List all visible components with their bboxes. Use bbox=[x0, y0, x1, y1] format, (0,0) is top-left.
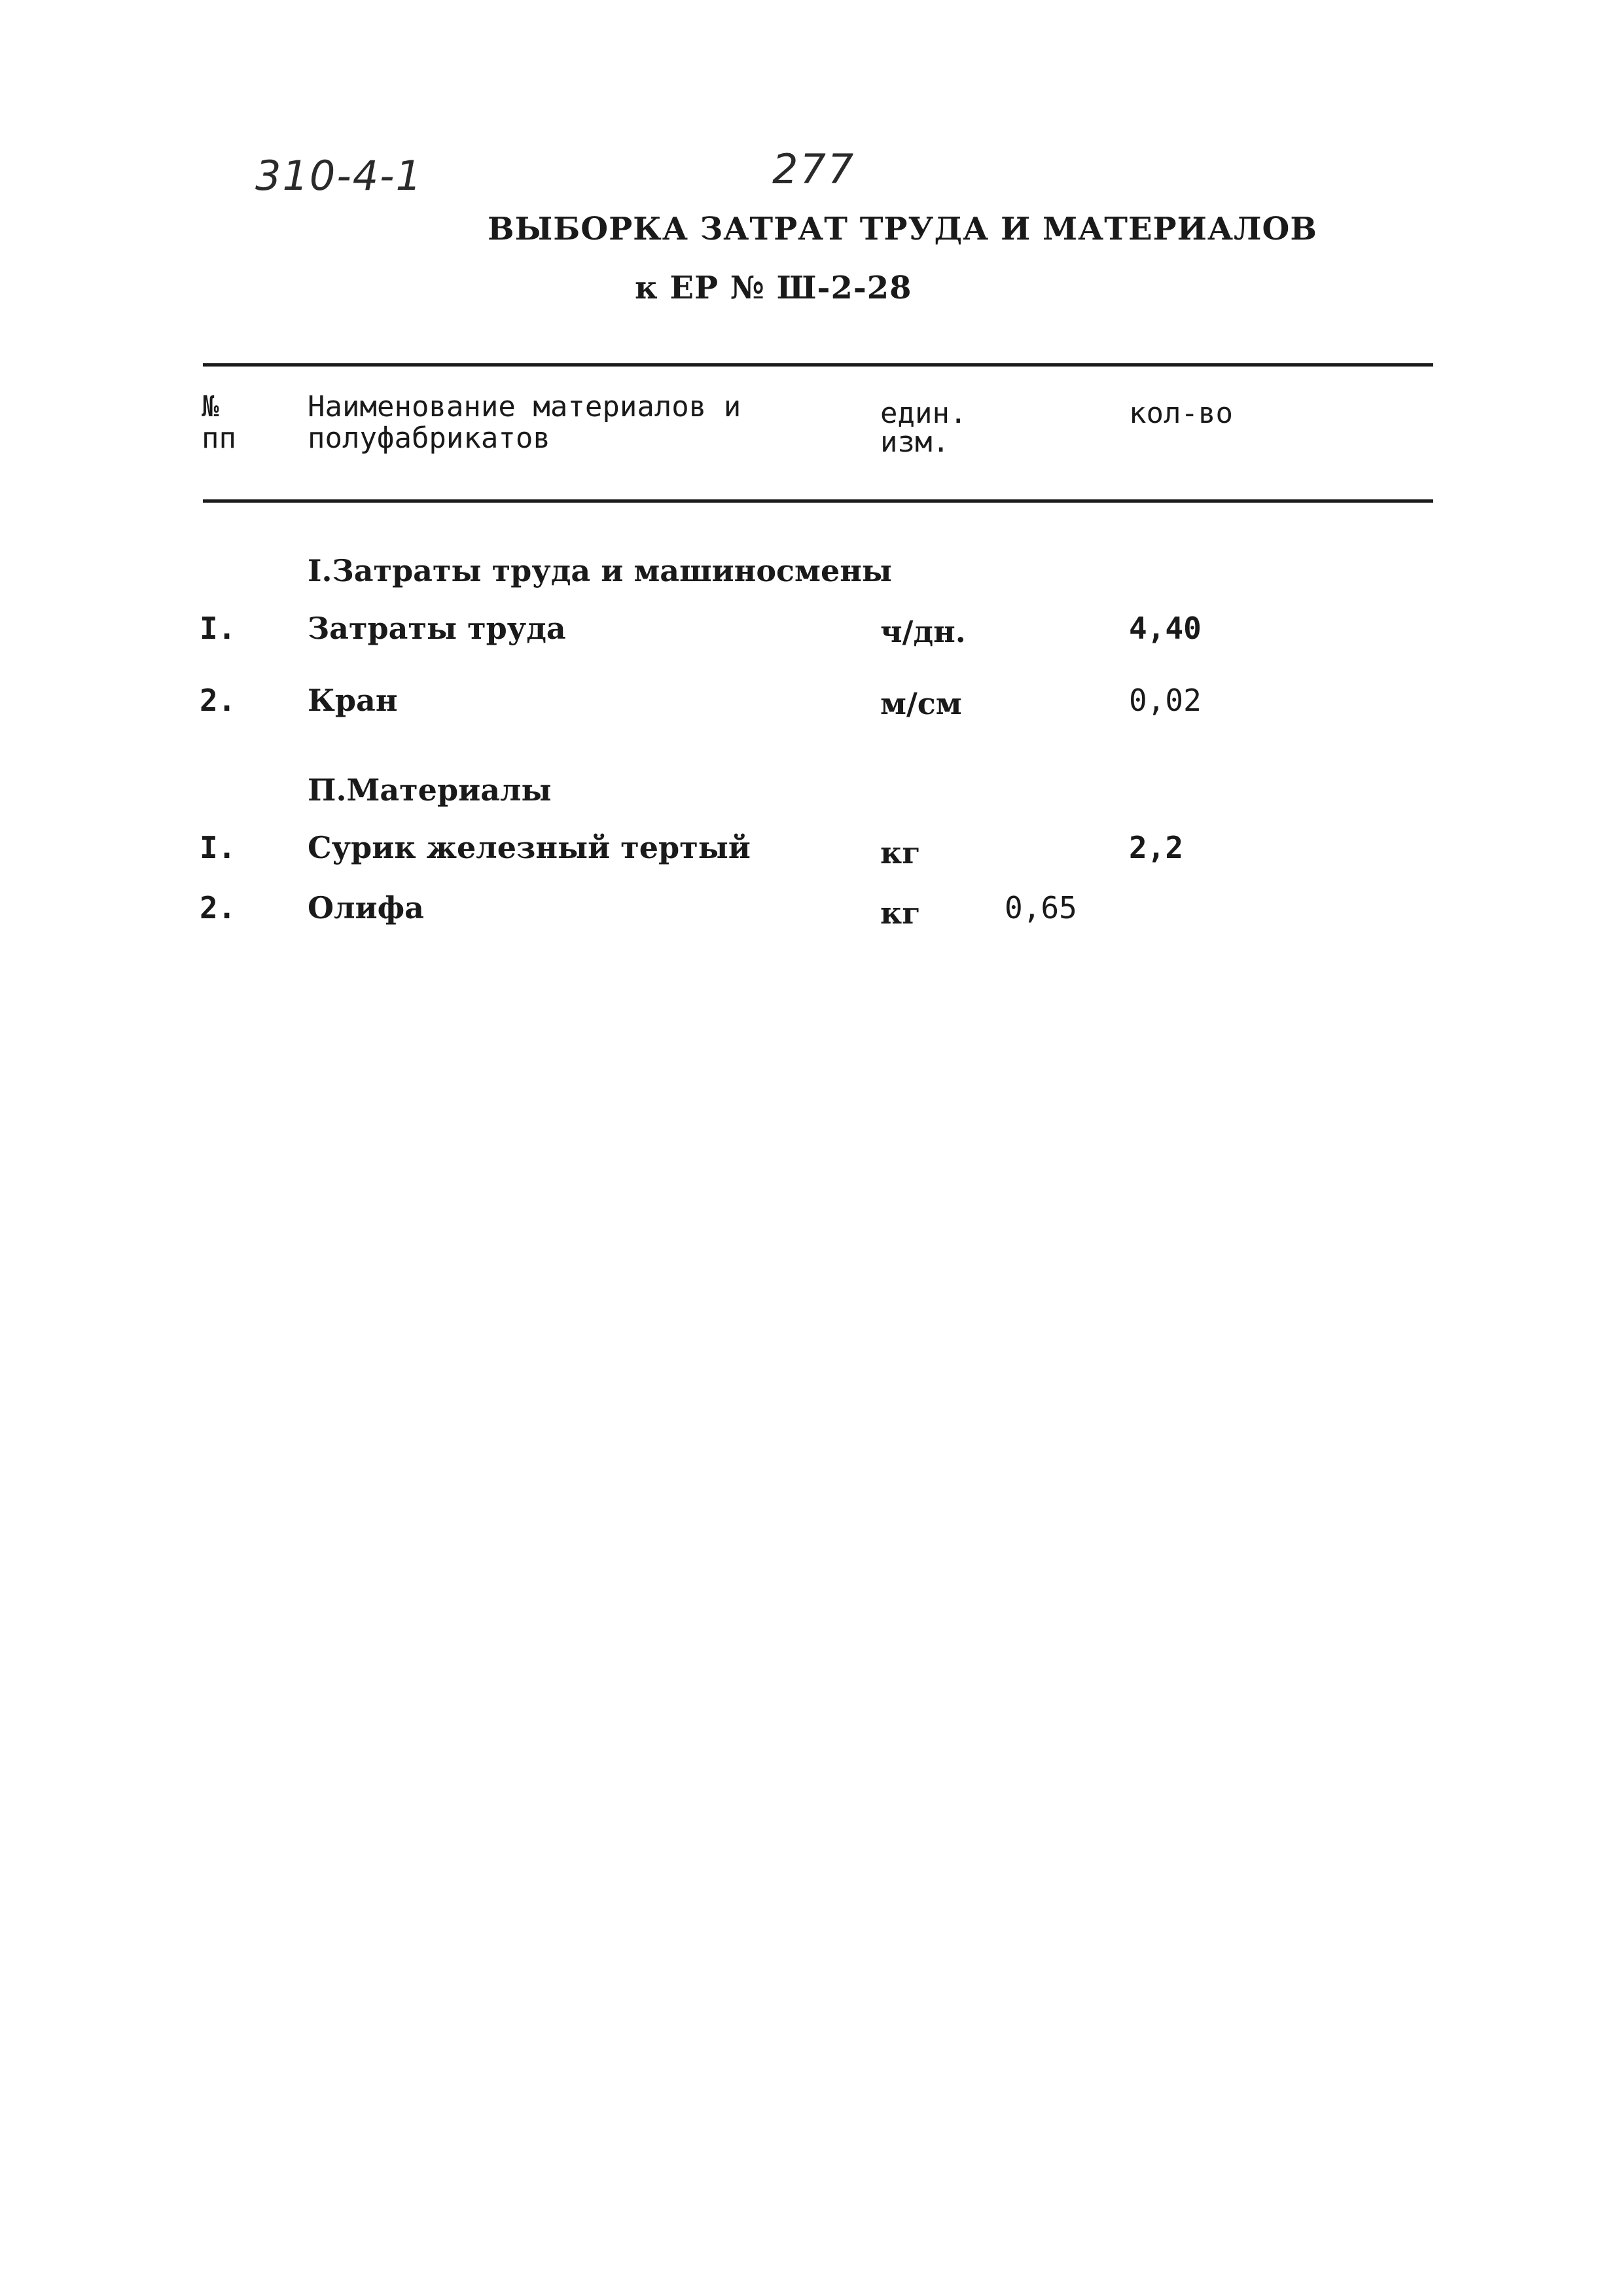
header-qty: кол-во bbox=[1129, 397, 1233, 430]
document-title: ВЫБОРКА ЗАТРАТ ТРУДА И МАТЕРИАЛОВ bbox=[488, 211, 1317, 247]
page-number: 277 bbox=[772, 145, 856, 193]
header-num-line1: № bbox=[202, 390, 219, 423]
row-qty: 0,65 bbox=[1005, 890, 1077, 925]
header-name-line2: полуфабрикатов bbox=[308, 422, 550, 455]
row-qty: 0,02 bbox=[1129, 683, 1202, 718]
row-num: I. bbox=[200, 611, 236, 646]
row-name: Сурик железный тертый bbox=[308, 830, 751, 865]
document-subtitle: к ЕР № Ш-2-28 bbox=[635, 270, 912, 306]
table-header-rule bbox=[203, 499, 1433, 503]
table-top-rule bbox=[203, 363, 1433, 367]
row-unit: м/см bbox=[880, 686, 962, 721]
row-unit: ч/дн. bbox=[880, 614, 966, 649]
row-unit: кг bbox=[880, 895, 921, 931]
header-unit-line2: изм. bbox=[880, 425, 950, 459]
header-unit-line1: един. bbox=[880, 397, 967, 430]
row-qty: 4,40 bbox=[1129, 611, 1202, 646]
row-name: Затраты труда bbox=[308, 611, 566, 646]
row-num: 2. bbox=[200, 683, 236, 718]
section-title-materials: П.Материалы bbox=[308, 772, 552, 808]
header-name-line1: Наименование материалов и bbox=[308, 390, 741, 423]
row-num: 2. bbox=[200, 890, 236, 925]
header-num-line2: пп bbox=[202, 422, 236, 455]
section-title-labor: I.Затраты труда и машиносмены bbox=[308, 553, 893, 588]
row-unit: кг bbox=[880, 835, 921, 870]
row-name: Олифа bbox=[308, 890, 424, 925]
row-name: Кран bbox=[308, 683, 398, 718]
row-num: I. bbox=[200, 830, 236, 865]
document-code: 310-4-1 bbox=[255, 152, 423, 200]
row-qty: 2,2 bbox=[1129, 830, 1184, 865]
